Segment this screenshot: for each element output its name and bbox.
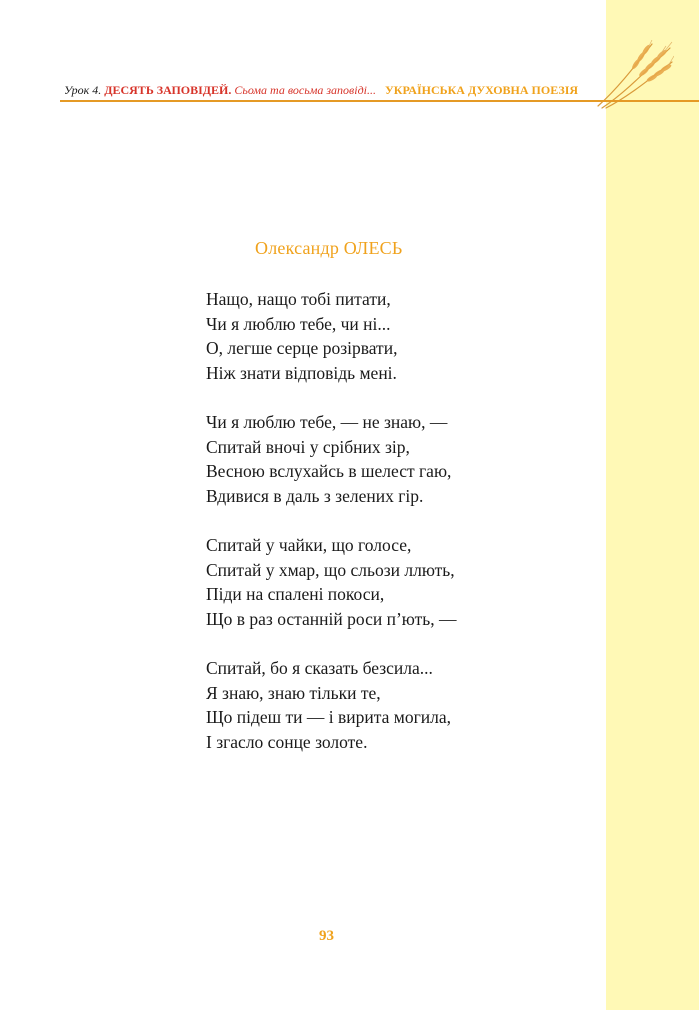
lesson-title: ДЕСЯТЬ ЗАПОВІДЕЙ.: [104, 83, 232, 97]
poem-line: Спитай, бо я сказать безсила...: [206, 658, 433, 678]
section-title: УКРАЇНСЬКА ДУХОВНА ПОЕЗІЯ: [385, 83, 579, 97]
poem-line: Що в раз останній роси п’ють, —: [206, 608, 457, 629]
poem: [206, 287, 566, 779]
poem-stanza: [206, 533, 566, 631]
poem-line: І згасло сонце золоте.: [206, 731, 368, 752]
poem-line: Чи я люблю тебе, чи ні...: [206, 313, 391, 334]
poem-stanza: [206, 287, 566, 385]
poem-line: Піди на спалені покоси,: [206, 584, 385, 604]
header-rule: [60, 100, 699, 102]
poem-line: Що підеш ти — і вирита могила,: [206, 707, 452, 727]
running-header: [64, 80, 596, 100]
poem-line: Спитай вночі у срібних зір,: [206, 436, 410, 457]
side-band: [606, 0, 699, 1010]
poem-line: Вдивися в даль з зелених гір.: [206, 485, 424, 506]
poem-line: О, легше серце розірвати,: [206, 338, 398, 358]
poem-author: Олександр ОЛЕСЬ: [255, 238, 403, 258]
poem-stanza: [206, 656, 566, 754]
poem-line: Чи я люблю тебе, — не знаю, —: [206, 412, 448, 432]
lesson-label: Урок 4.: [64, 83, 102, 97]
poem-line: Спитай у хмар, що сльози ллють,: [206, 559, 455, 580]
poem-line: Спитай у чайки, що голосе,: [206, 535, 412, 555]
poem-stanza: [206, 410, 566, 508]
poem-line: Весною вслухайсь в шелест гаю,: [206, 461, 452, 481]
lesson-subtitle: Сьома та восьма заповіді...: [234, 83, 376, 97]
page-number: 93: [319, 928, 334, 944]
poem-line: Я знаю, знаю тільки те,: [206, 682, 381, 703]
poem-line: Ніж знати відповідь мені.: [206, 362, 397, 383]
poem-line: Нащо, нащо тобі питати,: [206, 289, 391, 309]
